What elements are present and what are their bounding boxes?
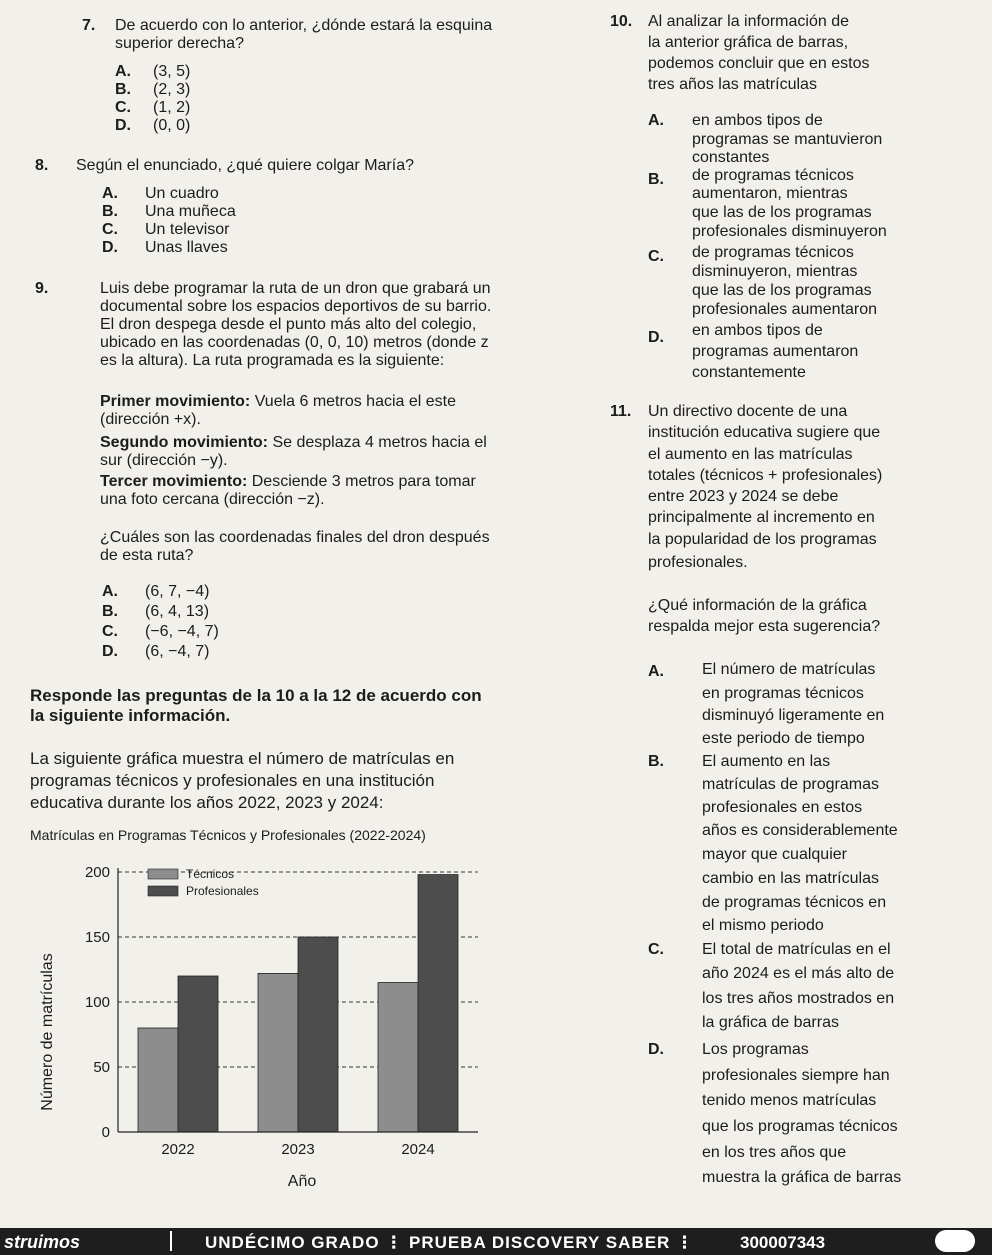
q7-option-d-letter[interactable]: D.	[115, 117, 131, 134]
bar-tecnicos-2024	[378, 983, 418, 1133]
q11-option-d-line4[interactable]: que los programas técnicos	[702, 1118, 898, 1135]
q9-option-a-letter[interactable]: A.	[102, 583, 118, 600]
q11-option-b-line4[interactable]: años es considerablemente	[702, 822, 898, 839]
q7-option-b-text[interactable]: (2, 3)	[153, 81, 191, 98]
q11-option-b-line3[interactable]: profesionales en estos	[702, 799, 863, 816]
q10-option-a-line2[interactable]: programas se mantuvieron	[692, 131, 883, 148]
bar-chart	[30, 820, 610, 1200]
q10-option-a-line1[interactable]: en ambos tipos de	[692, 112, 823, 129]
q10-option-b-line2[interactable]: aumentaron, mientras	[692, 185, 848, 202]
y-tick-label: 200	[84, 864, 110, 881]
q11-option-a-letter[interactable]: A.	[648, 663, 664, 680]
q10-stem-line3: podemos concluir que en estos	[648, 55, 870, 72]
q10-stem-line2: la anterior gráfica de barras,	[648, 34, 849, 51]
q11-option-a-line1[interactable]: El número de matrículas	[702, 661, 876, 678]
legend-label: Profesionales	[186, 884, 259, 898]
q10-option-d-line3[interactable]: constantemente	[692, 364, 806, 381]
q10-option-c-line2[interactable]: disminuyeron, mientras	[692, 263, 858, 280]
legend-swatch	[148, 886, 178, 896]
q8-option-c-text[interactable]: Un televisor	[145, 221, 230, 238]
chart-legend	[148, 867, 259, 898]
q9-move2-title: Segundo movimiento:	[100, 434, 268, 451]
y-tick-label: 100	[84, 994, 110, 1011]
q11-stem-line5: entre 2023 y 2024 se debe	[648, 488, 839, 505]
q11-option-b-line1[interactable]: El aumento en las	[702, 753, 831, 770]
footer-grade-label: UNDÉCIMO GRADO ⋮ PRUEBA DISCOVERY SABER ⋮	[205, 1233, 695, 1252]
q8-stem: Según el enunciado, ¿qué quiere colgar María?	[76, 157, 414, 174]
q10-stem-line1: Al analizar la información de	[648, 13, 849, 30]
q11-option-b-letter[interactable]: B.	[648, 753, 664, 770]
q11-option-c-letter[interactable]: C.	[648, 941, 664, 958]
q10-number: 10.	[610, 13, 633, 30]
q9-stem-line5: es la altura). La ruta programada es la siguiente:	[100, 352, 445, 369]
q10-option-d-line2[interactable]: programas aumentaron	[692, 343, 859, 360]
q7-option-d-text[interactable]: (0, 0)	[153, 117, 191, 134]
chart-title: Matrículas en Programas Técnicos y Profesionales (2022-2024)	[30, 827, 426, 843]
q11-option-c-line2[interactable]: año 2024 es el más alto de	[702, 965, 895, 982]
footer-divider	[170, 1231, 172, 1251]
x-tick-label: 2022	[161, 1141, 195, 1158]
q11-option-a-line3[interactable]: disminuyó ligeramente en	[702, 707, 885, 724]
q8-option-a-letter[interactable]: A.	[102, 185, 118, 202]
footer-code: 300007343	[740, 1233, 826, 1252]
q11-number: 11.	[610, 403, 632, 420]
q9-option-b-text[interactable]: (6, 4, 13)	[145, 603, 210, 620]
q10-option-b-line1[interactable]: de programas técnicos	[692, 167, 854, 184]
q9-move3-line2: una foto cercana (dirección −z).	[100, 491, 325, 508]
q11-stem-line4: totales (técnicos + profesionales)	[648, 467, 883, 484]
q9-stem-line3: El dron despega desde el punto más alto del colegio,	[100, 316, 477, 333]
q11-option-d-line3[interactable]: tenido menos matrículas	[702, 1092, 877, 1109]
q11-question-line2: respalda mejor esta sugerencia?	[648, 618, 881, 635]
x-tick-label: 2023	[281, 1141, 315, 1158]
q9-question-line2: de esta ruta?	[100, 547, 194, 564]
q10-option-c-line3[interactable]: que las de los programas	[692, 282, 872, 299]
q10-option-b-line3[interactable]: que las de los programas	[692, 204, 872, 221]
chart-x-axis-label: Año	[287, 1173, 317, 1190]
q9-option-b-letter[interactable]: B.	[102, 603, 118, 620]
q11-option-a-line2[interactable]: en programas técnicos	[702, 685, 864, 702]
q7-option-c-text[interactable]: (1, 2)	[153, 99, 191, 116]
section-heading-line1: Responde las preguntas de la 10 a la 12 de acuerdo con	[30, 686, 482, 705]
x-tick-label: 2024	[401, 1141, 435, 1158]
q11-option-d-line1[interactable]: Los programas	[702, 1041, 809, 1058]
q9-stem-line1: Luis debe programar la ruta de un dron que grabará un	[100, 280, 491, 297]
q9-stem-line2: documental sobre los espacios deportivos de su barrio.	[100, 298, 492, 315]
y-tick-label: 150	[84, 929, 110, 946]
q11-option-d-line5[interactable]: en los tres años que	[702, 1144, 847, 1161]
q11-stem-line1: Un directivo docente de una	[648, 403, 848, 420]
q10-option-c-line4[interactable]: profesionales aumentaron	[692, 301, 878, 318]
q7-option-c-letter[interactable]: C.	[115, 99, 131, 116]
bar-profesionales-2023	[298, 937, 338, 1132]
bar-profesionales-2022	[178, 976, 218, 1132]
q11-stem-line3: el aumento en las matrículas	[648, 446, 853, 463]
q11-option-b-line7[interactable]: de programas técnicos en	[702, 894, 887, 911]
bar-profesionales-2024	[418, 875, 458, 1132]
q11-stem-line7: la popularidad de los programas	[648, 531, 877, 548]
q11-stem-line6: principalmente al incremento en	[648, 509, 875, 526]
chart-bars	[138, 875, 458, 1132]
bar-tecnicos-2023	[258, 973, 298, 1132]
q9-stem-line4: ubicado en las coordenadas (0, 0, 10) metros (donde z	[100, 334, 489, 351]
q7-option-a-letter[interactable]: A.	[115, 63, 131, 80]
section-intro-line1: La siguiente gráfica muestra el número de matrículas en	[30, 749, 455, 768]
q10-option-d-line1[interactable]: en ambos tipos de	[692, 322, 823, 339]
footer-logo: struimos	[4, 1232, 81, 1252]
q11-option-b-line8[interactable]: el mismo periodo	[702, 917, 824, 934]
q9-question-line1: ¿Cuáles son las coordenadas finales del dron después	[100, 529, 490, 546]
q9-option-d-letter[interactable]: D.	[102, 643, 118, 660]
q11-question-line1: ¿Qué información de la gráfica	[648, 597, 867, 614]
q7-stem-line2: superior derecha?	[115, 35, 244, 52]
q11-option-c-line4[interactable]: la gráfica de barras	[702, 1014, 839, 1031]
q9-option-a-text[interactable]: (6, 7, −4)	[145, 583, 210, 600]
q8-number: 8.	[35, 157, 49, 174]
y-tick-label: 0	[101, 1124, 110, 1141]
q8-option-d-text[interactable]: Unas llaves	[145, 239, 228, 256]
q11-option-d-letter[interactable]: D.	[648, 1041, 664, 1058]
q9-option-c-text[interactable]: (−6, −4, 7)	[145, 623, 219, 640]
q10-option-a-letter[interactable]: A.	[648, 112, 664, 129]
q9-option-d-text[interactable]: (6, −4, 7)	[145, 643, 210, 660]
q10-option-b-line4[interactable]: profesionales disminuyeron	[692, 223, 887, 240]
q11-option-b-line5[interactable]: mayor que cualquier	[702, 846, 847, 863]
q10-option-b-letter[interactable]: B.	[648, 171, 664, 188]
q11-stem-line2: institución educativa sugiere que	[648, 424, 881, 441]
q11-option-c-line3[interactable]: los tres años mostrados en	[702, 990, 895, 1007]
q11-option-d-line6[interactable]: muestra la gráfica de barras	[702, 1169, 902, 1186]
q9-move1-text: Vuela 6 metros hacia el este	[250, 393, 457, 410]
q11-option-d-line2[interactable]: profesionales siempre han	[702, 1067, 890, 1084]
q11-stem-line8: profesionales.	[648, 554, 748, 571]
q10-option-d-letter[interactable]: D.	[648, 329, 664, 346]
q8-option-a-text[interactable]: Un cuadro	[145, 185, 219, 202]
q10-stem-line4: tres años las matrículas	[648, 76, 817, 93]
q7-option-b-letter[interactable]: B.	[115, 81, 131, 98]
q9-move2-line2: sur (dirección −y).	[100, 452, 228, 469]
q10-option-a-line3[interactable]: constantes	[692, 149, 770, 166]
q7-number: 7.	[82, 17, 96, 34]
y-tick-label: 50	[93, 1059, 110, 1076]
q9-move1-title: Primer movimiento:	[100, 393, 251, 410]
section-intro-line2: programas técnicos y profesionales en una institución	[30, 771, 435, 790]
q10-option-c-line1[interactable]: de programas técnicos	[692, 244, 854, 261]
chart-y-axis-label: Número de matrículas	[39, 953, 56, 1111]
q9-option-c-letter[interactable]: C.	[102, 623, 118, 640]
bar-tecnicos-2022	[138, 1028, 178, 1132]
q8-option-c-letter[interactable]: C.	[102, 221, 118, 238]
q10-option-c-letter[interactable]: C.	[648, 248, 664, 265]
q9-move2-text: Se desplaza 4 metros hacia el	[268, 434, 487, 451]
q9-move3	[100, 472, 476, 491]
section-intro-line3: educativa durante los años 2022, 2023 y 2024:	[30, 793, 384, 812]
q7-option-a-text[interactable]: (3, 5)	[153, 63, 191, 80]
q11-option-c-line1[interactable]: El total de matrículas en el	[702, 941, 891, 958]
q7-stem-line1: De acuerdo con lo anterior, ¿dónde estará la esquina	[115, 17, 493, 34]
q8-option-b-text[interactable]: Una muñeca	[145, 203, 236, 220]
q9-move1-line2: (dirección +x).	[100, 411, 201, 428]
q11-option-b-line2[interactable]: matrículas de programas	[702, 776, 879, 793]
section-heading-line2: la siguiente información.	[30, 706, 231, 725]
q9-number: 9.	[35, 280, 49, 297]
q8-option-d-letter[interactable]: D.	[102, 239, 118, 256]
q9-move2	[100, 433, 487, 452]
footer-badge-icon	[935, 1230, 975, 1252]
q9-move1	[100, 392, 456, 411]
q9-move3-title: Tercer movimiento:	[100, 473, 248, 490]
legend-swatch	[148, 869, 178, 879]
q11-option-a-line4[interactable]: este periodo de tiempo	[702, 730, 865, 747]
q9-move3-text: Desciende 3 metros para tomar	[247, 473, 476, 490]
q11-option-b-line6[interactable]: cambio en las matrículas	[702, 870, 879, 887]
q8-option-b-letter[interactable]: B.	[102, 203, 118, 220]
footer-bar	[0, 1228, 992, 1255]
legend-label: Técnicos	[186, 867, 235, 881]
